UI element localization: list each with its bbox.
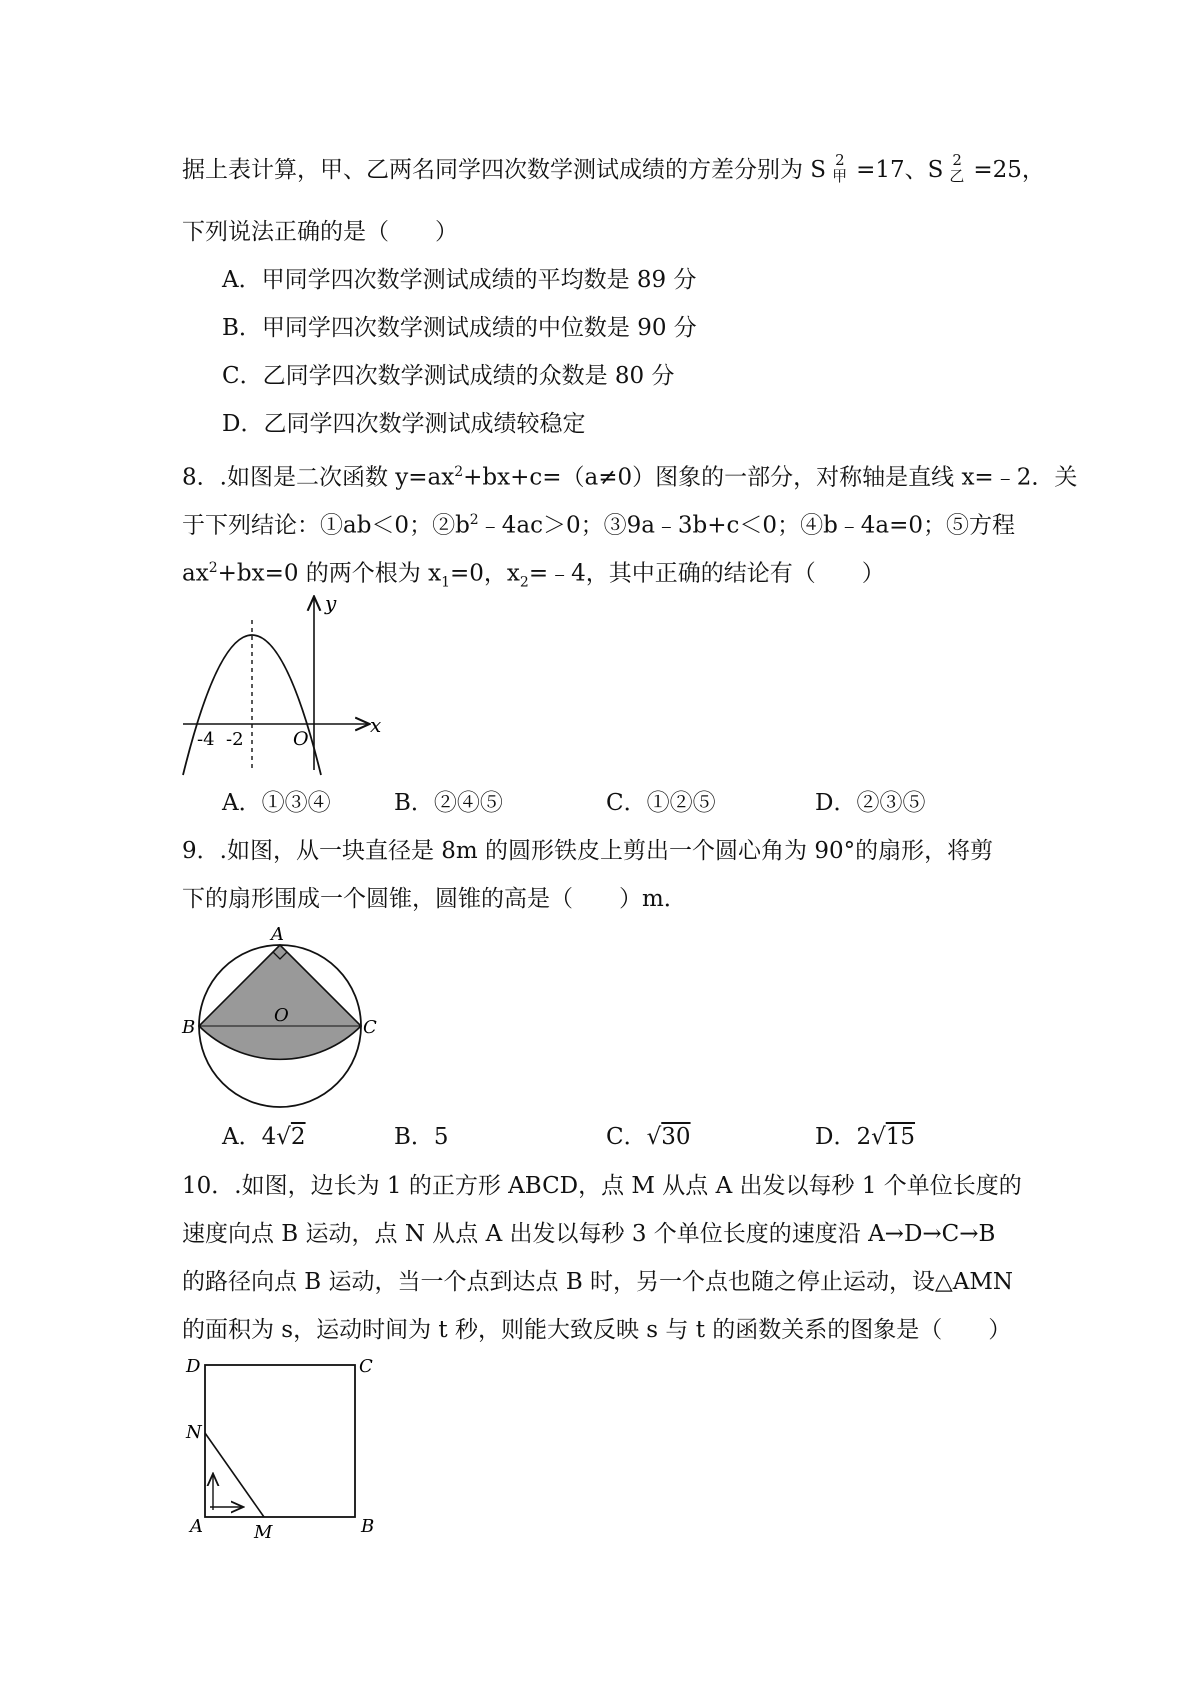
q9-option-d: D．2√15 — [815, 1124, 916, 1150]
q8-option-b: B．②④⑤ — [394, 790, 503, 816]
square-abcd — [205, 1365, 355, 1517]
q8-line-1: 8．.如图是二次函数 $y=ax^2+bx+c=(a\ne 0)$图象的一部分，对称轴是直线 x=﹣2．关 — [182, 464, 1078, 491]
q10-line-3: 的路径向点 B 运动，当一个点到达点 B 时，另一个点也随之停止运动，设△AMN — [182, 1269, 1014, 1295]
q9-line-1: 9．.如图，从一块直径是 8m 的圆形铁皮上剪出一个圆心角为 90°的扇形，将剪 — [182, 838, 994, 864]
variance-symbol-jia: 2 甲 — [832, 151, 848, 185]
q10-line-1: 10．.如图，边长为 1 的正方形 ABCD，点 M 从点 A 出发以每秒 1 个单位长度的 — [182, 1173, 1022, 1199]
parabola-figure — [175, 590, 395, 780]
q10-line-4: 的面积为 s，运动时间为 t 秒，则能大致反映 s 与 t 的函数关系的图象是（ ） — [182, 1317, 1012, 1343]
q7-option-d: D．乙同学四次数学测试成绩较稳定 — [222, 411, 586, 437]
point-label-c: C — [359, 1356, 373, 1377]
point-label-b: B — [182, 1017, 196, 1038]
q9-option-b: B．5 — [394, 1124, 449, 1150]
point-label-b: B — [361, 1516, 375, 1537]
point-label-c: C — [363, 1017, 377, 1038]
point-label-o: O — [274, 1005, 289, 1026]
q9-option-c: C．√30 — [606, 1124, 691, 1150]
point-label-a: A — [271, 924, 284, 945]
q8-option-d: D．②③⑤ — [815, 790, 926, 816]
q8-option-c: C．①②⑤ — [606, 790, 716, 816]
point-label-m: M — [254, 1522, 273, 1543]
tick-label-neg4: -4 — [197, 729, 215, 750]
q9-option-a: A．4√2 — [222, 1124, 306, 1150]
tick-label-neg2: -2 — [226, 729, 244, 750]
sqrt-sign: √ — [276, 1124, 291, 1150]
q8-option-a: A．①③④ — [222, 790, 331, 816]
y-label: y — [325, 591, 337, 615]
point-label-d: D — [186, 1356, 201, 1377]
circle-sector-figure — [180, 925, 375, 1110]
sqrt-sign: √ — [646, 1124, 662, 1150]
q7-option-a: A．甲同学四次数学测试成绩的平均数是 89 分 — [222, 267, 697, 293]
origin-label: O — [293, 728, 309, 750]
point-label-a: A — [190, 1516, 203, 1537]
q7-line-2: 下列说法正确的是（ ） — [182, 219, 458, 245]
q9-line-2: 下的扇形围成一个圆锥，圆锥的高是（ ）m． — [182, 886, 687, 912]
sector-shaded — [199, 945, 361, 1059]
q8-line-2: 于下列结论：①ab＜0；$②b^2﹣4ac>0$；③9a﹣3b+c＜0；④b﹣4a=0；⑤方程 — [182, 512, 1016, 539]
q10-line-2: 速度向点 B 运动，点 N 从点 A 出发以每秒 3 个单位长度的速度沿 A→D→C→B — [182, 1221, 996, 1247]
x-label: x — [370, 713, 382, 737]
q7-line-1-text: 据上表计算，甲、乙两名同学四次数学测试成绩的方差分别为 S — [182, 157, 827, 183]
q7-option-c: C．乙同学四次数学测试成绩的众数是 80 分 — [222, 363, 675, 389]
sqrt-sign: √ — [871, 1124, 886, 1150]
point-label-n: N — [186, 1422, 202, 1443]
variance-symbol-yi: 2 乙 — [949, 151, 965, 185]
q8-line-3: $ax^2+bx=0$ 的两个根为 $x_1=0$，$x_2=﹣4$，其中正确的结论有（ ） — [182, 560, 885, 591]
q7-line-1: 据上表计算，甲、乙两名同学四次数学测试成绩的方差分别为 S 2 甲 =17、S 2 乙 =25， — [182, 151, 1045, 185]
square-figure — [180, 1350, 380, 1545]
q7-option-b: B．甲同学四次数学测试成绩的中位数是 90 分 — [222, 315, 697, 341]
segment-mn — [205, 1433, 264, 1517]
